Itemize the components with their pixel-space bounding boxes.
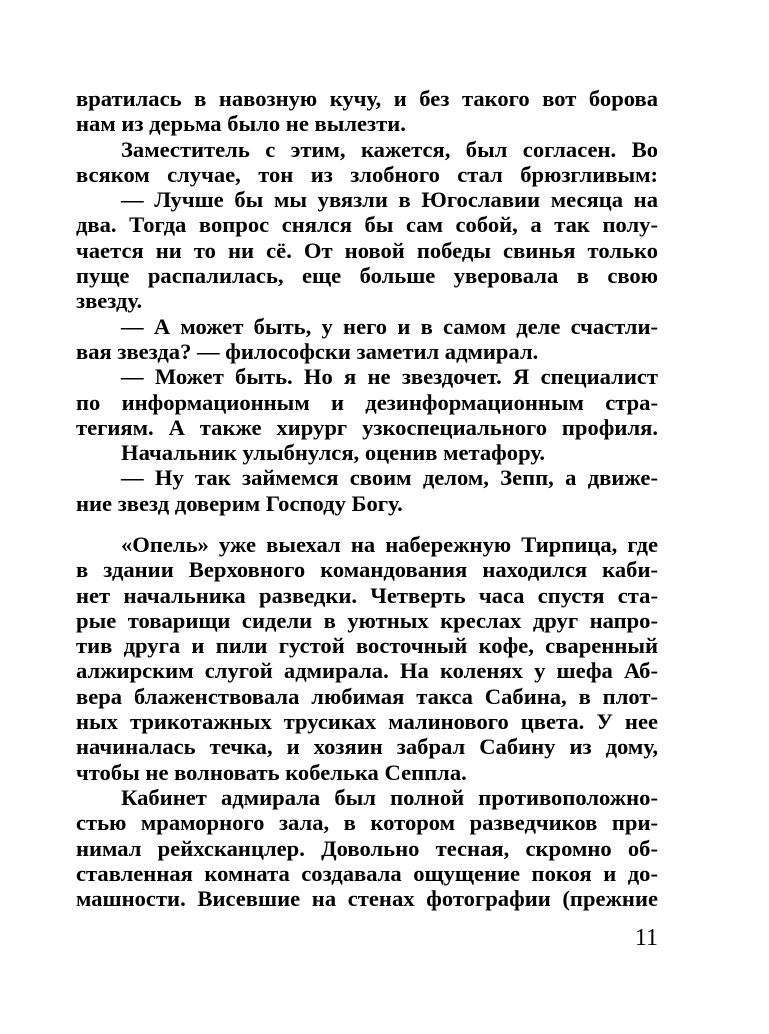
text-line: нам из дерьма было не вылезти. [76,111,406,137]
text-line: — Лучше бы мы увязли в Югославии месяца на [121,187,658,213]
text-line: ных трикотажных трусиках малинового цвета. У нее [76,709,658,735]
text-line: тегиям. А также хирург узкоспециального профиля. [76,414,658,440]
text-line: в здании Верховного командования находился каби- [76,557,658,583]
text-line: алжирским слугой адмирала. На коленях у шефа Аб- [76,658,658,684]
text-line: — А может быть, у него и в самом деле счастли- [121,313,658,339]
text-line: вратилась в навозную кучу, и без такого вот борова [76,86,658,111]
text-line: вая звезда? — философски заметил адмирал. [76,338,539,364]
text-line: ние звезд доверим Господу Богу. [76,490,403,516]
text-line: Кабинет адмирала был полной противоположно- [121,784,658,810]
text-line: ставленная комната создавала ощущение покоя и до- [76,860,658,886]
text-line: чается ни то ни сё. От новой победы свинья только [76,237,658,263]
text-line: вера блаженствовала любимая такса Сабина, в плот- [76,683,658,709]
text-section-1 [76,86,658,516]
text-line: всяком случае, тон из злобного стал брюзгливым: [76,161,658,187]
text-line: по информационным и дезинформационным стра- [76,389,658,415]
text-line: — Может быть. Но я не звездочет. Я специалист [121,364,658,390]
text-line: начиналась течка, и хозяин забрал Сабину из дому, [76,734,658,760]
text-section-2 [76,532,658,911]
text-line: два. Тогда вопрос снялся бы сам собой, а так полу- [76,212,658,238]
text-line: машности. Висевшие на стенах фотографии (прежние [76,886,658,912]
text-line: Начальник улыбнулся, оценив метафору. [121,440,546,466]
text-line: Заместитель с этим, кажется, был согласен. Во [121,136,658,162]
text-line: звезду. [76,288,143,314]
text-line: нимал рейхсканцлер. Довольно тесная, скромно об- [76,835,658,861]
text-line: чтобы не волновать кобелька Сепплa. [76,759,467,785]
text-line: стью мраморного зала, в котором разведчиков при- [76,810,658,836]
text-line: пуще распалилась, еще больше уверовала в свою [76,263,658,289]
text-line: — Ну так займемся своим делом, Зепп, а движе- [121,465,658,491]
page-number: 11 [634,925,658,951]
text-line: «Опель» уже выехал на набережную Тирпица, где [121,532,658,557]
text-line: нет начальника разведки. Четверть часа спустя ста- [76,582,658,608]
text-line: рые товарищи сидели в уютных креслах друг напро- [76,607,658,633]
text-line: тив друга и пили густой восточный кофе, сваренный [76,633,658,659]
